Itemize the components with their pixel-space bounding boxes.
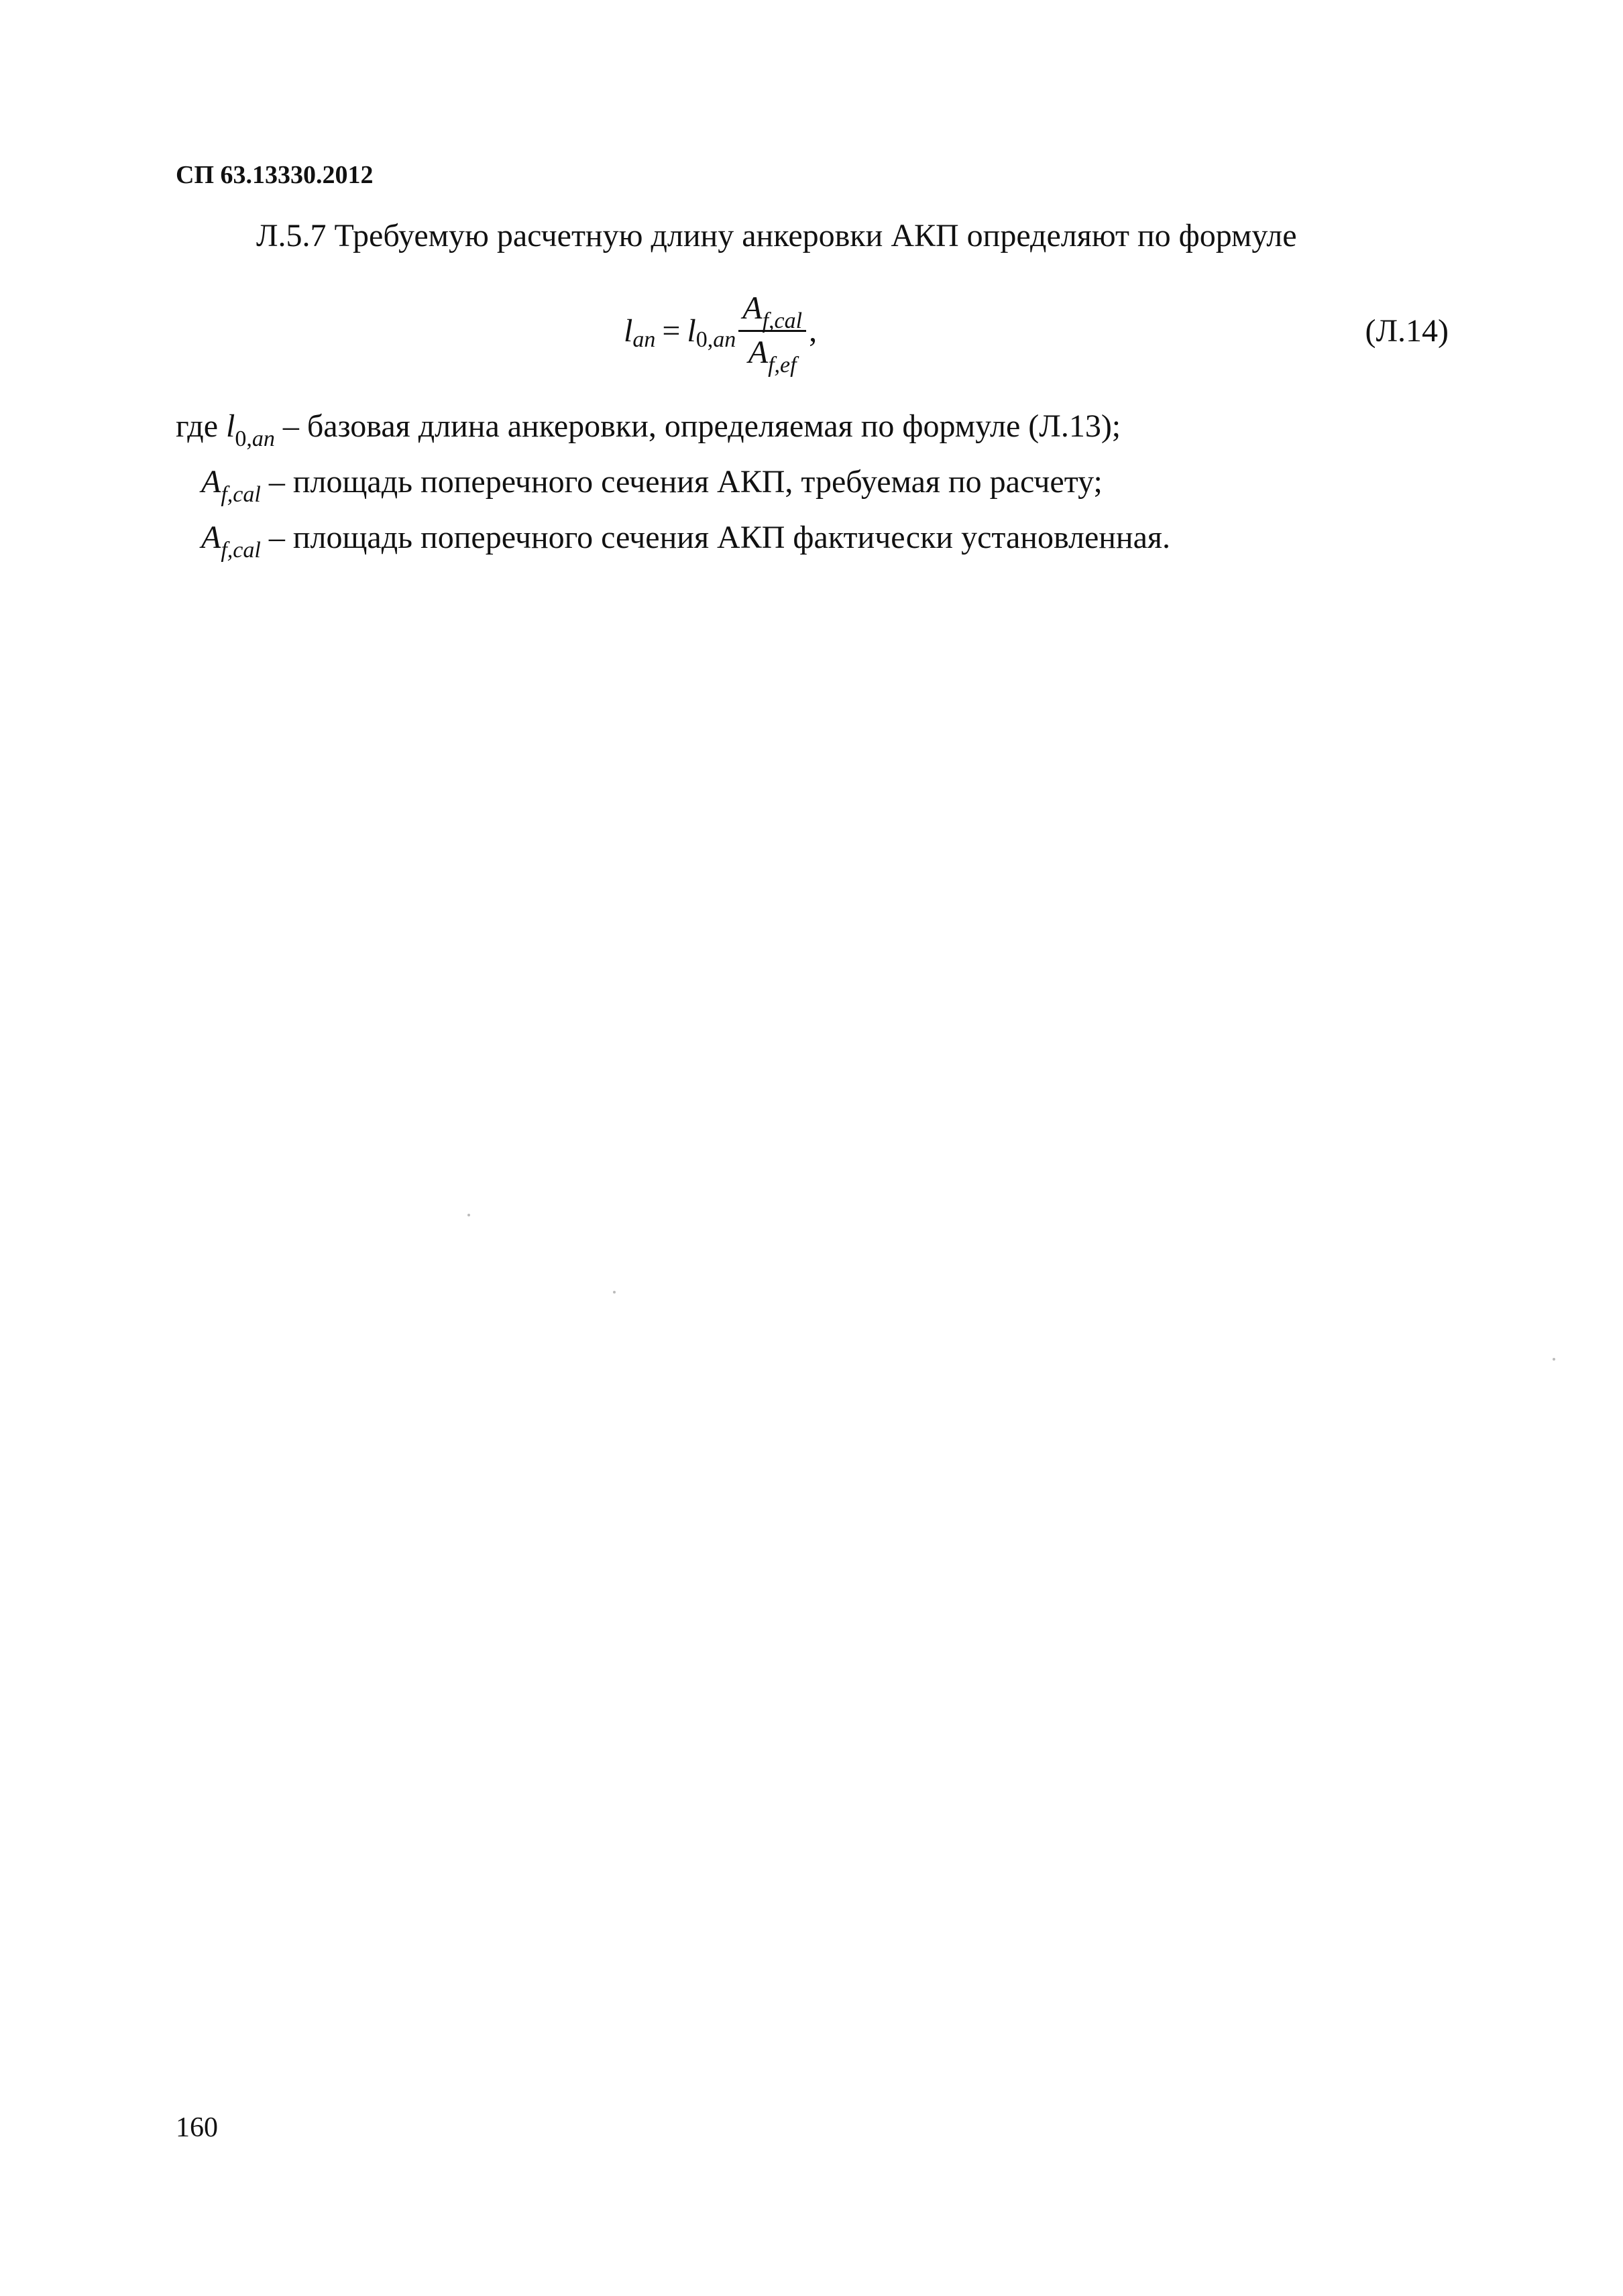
- scan-speck: [613, 1291, 616, 1294]
- formula-equals: =: [662, 312, 681, 349]
- formula-trailing-comma: ,: [809, 312, 818, 349]
- definition-sub: f,cal: [221, 482, 261, 507]
- fraction-denominator: [744, 332, 801, 378]
- definition-line: [201, 464, 1103, 507]
- definition-text: – площадь поперечного сечения АКП фактически установленная.: [268, 520, 1170, 555]
- definition-prefix: где: [176, 408, 219, 444]
- formula: [624, 280, 817, 381]
- definition-sub-zero: 0,: [235, 426, 252, 451]
- definition-var: l: [226, 408, 235, 444]
- fraction-numerator: [738, 290, 806, 334]
- formula-rhs-sub-an: an: [713, 327, 736, 352]
- formula-rhs-sub-zero: 0,: [695, 327, 714, 352]
- page-number: 160: [176, 2112, 218, 2143]
- definition-line: [176, 408, 1121, 451]
- formula-lhs-var: l: [624, 312, 633, 349]
- scan-speck: [1553, 1358, 1555, 1361]
- formula-rhs-var: l: [687, 312, 696, 349]
- denominator-var: A: [748, 334, 769, 370]
- formula-fraction: [738, 290, 806, 378]
- formula-lhs-sub: an: [632, 327, 656, 352]
- definition-text: – базовая длина анкеровки, определяемая по формуле (Л.13);: [282, 408, 1121, 444]
- denominator-sub: f,ef: [768, 352, 797, 378]
- definition-var: A: [201, 464, 221, 500]
- document-code-header: СП 63.13330.2012: [176, 161, 374, 189]
- formula-number: (Л.14): [1365, 312, 1449, 349]
- definition-text: – площадь поперечного сечения АКП, требуемая по расчету;: [268, 464, 1103, 500]
- definition-sub: an: [251, 426, 275, 451]
- formula-block: [604, 280, 1475, 381]
- section-paragraph: Л.5.7 Требуемую расчетную длину анкеровки АКП определяют по формуле: [256, 218, 1297, 253]
- definition-sub: f,cal: [221, 538, 261, 563]
- scan-speck: [467, 1214, 470, 1216]
- numerator-sub: f,cal: [762, 308, 803, 334]
- numerator-var: A: [742, 290, 763, 327]
- definition-line: [201, 520, 1170, 563]
- definition-var: A: [201, 520, 221, 555]
